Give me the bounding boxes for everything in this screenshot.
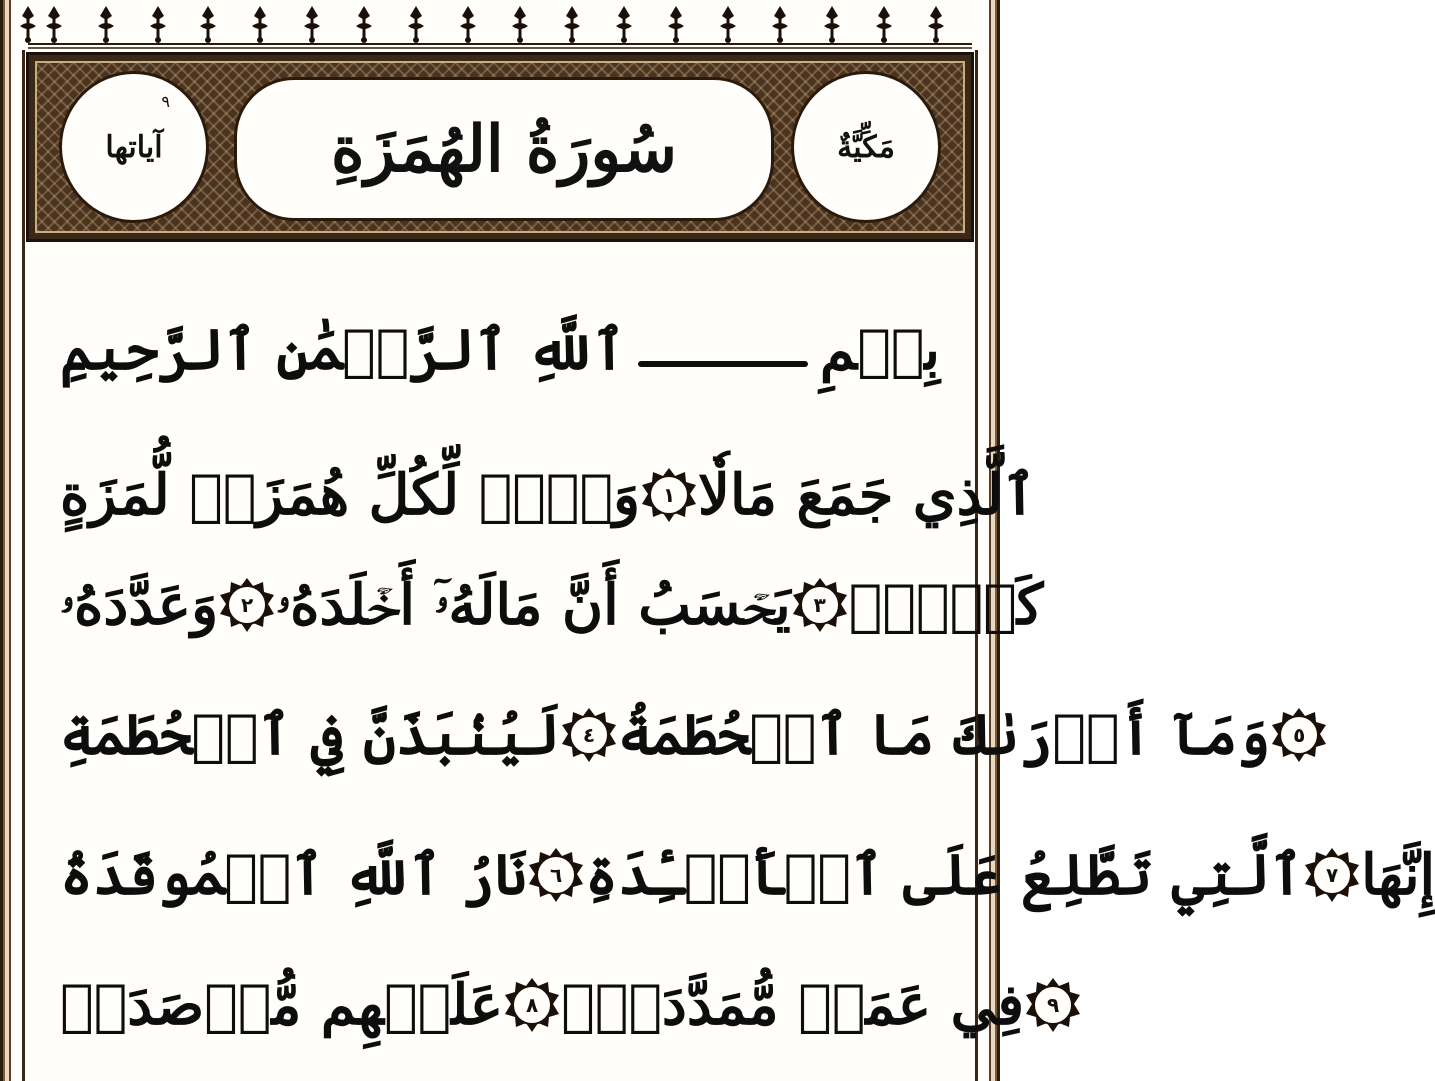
verse-count-cartouche [59,71,209,223]
basmala-first: بِسۡمِ [819,317,940,383]
revelation-cartouche [791,71,941,223]
ayah-marker-1 [640,466,698,524]
ayah-number: ٦ [550,863,563,887]
left-inner-rule [22,50,25,1081]
verse-count-number: ٩ [161,92,170,111]
line-4-segment-a: نَارُ ٱللَّهِ ٱلۡمُوقَدَةُ [60,842,528,908]
ayah-marker-3 [791,576,849,634]
text-line-1 [60,440,1036,550]
right-inner-rule [975,50,978,1081]
ayah-number: ٢ [241,593,254,617]
line-1-segment-b: ٱلَّذِي جَمَعَ مَالٗا [698,462,1036,528]
right-border [986,0,1000,1081]
ayah-number: ٨ [526,993,539,1017]
finial-ornaments [28,0,972,52]
line-5-segment-a: عَلَيۡهِم مُّؤۡصَدَةٞ [60,972,504,1038]
line-2-segment-c: كَلَّاۖ [848,572,1044,638]
ayah-marker-8 [503,976,561,1034]
line-5-segment-b: فِي عَمَدٖ مُّمَدَّدَةِۭ [561,972,1025,1038]
ayah-marker-5 [1270,706,1328,764]
ayah-marker-9 [1024,976,1082,1034]
left-border [0,0,14,1081]
ayah-number: ٧ [1325,863,1339,887]
title-cartouche [234,77,774,221]
line-4-segment-b: ٱلَّتِي تَطَّلِعُ عَلَى ٱلۡأَفۡـِٔدَةِ [585,842,1304,908]
line-1-segment-a: وَيۡلٞ لِّكُلِّ هُمَزَةٖ لُّمَزَةٍ [60,462,641,528]
line-3-segment-a: لَيُنۢبَذَنَّ فِي ٱلۡحُطَمَةِ [60,702,560,768]
text-line-3 [60,680,1306,790]
text-line-5 [60,950,1060,1060]
verse-count-label: آياتها [105,129,163,165]
basmala-kashida [638,361,808,367]
basmala [60,300,940,400]
ayah-marker-6 [527,846,585,904]
ayah-number: ٩ [1046,993,1060,1017]
surah-header [26,52,974,242]
ayah-marker-2 [218,576,276,634]
ayah-number: ٤ [582,723,596,747]
ayah-number: ١ [662,483,676,507]
text-line-2 [60,550,1044,660]
top-ornament-row [28,0,972,52]
text-line-4 [60,820,1435,930]
line-2-segment-b: يَحۡسَبُ أَنَّ مَالَهُۥٓ أَخۡلَدَهُۥ [276,571,791,638]
ayah-number: ٥ [1293,723,1306,747]
basmala-rest: ٱللَّهِ ٱلرَّحۡمَٰنِ ٱلرَّحِيمِ [60,317,626,383]
revelation-type: مَكِّيَّةٌ [837,129,895,165]
line-3-segment-b: وَمَآ أَدۡرَىٰكَ مَا ٱلۡحُطَمَةُ [617,702,1271,768]
ayah-marker-7 [1303,846,1361,904]
surah-title: سُورَةُ الهُمَزَةِ [330,111,678,187]
ayah-marker-4 [560,706,618,764]
line-4-segment-c: إِنَّهَا [1361,842,1435,908]
line-2-segment-a: وَعَدَّدَهُۥ [60,571,219,638]
ayah-number: ٣ [813,593,826,617]
